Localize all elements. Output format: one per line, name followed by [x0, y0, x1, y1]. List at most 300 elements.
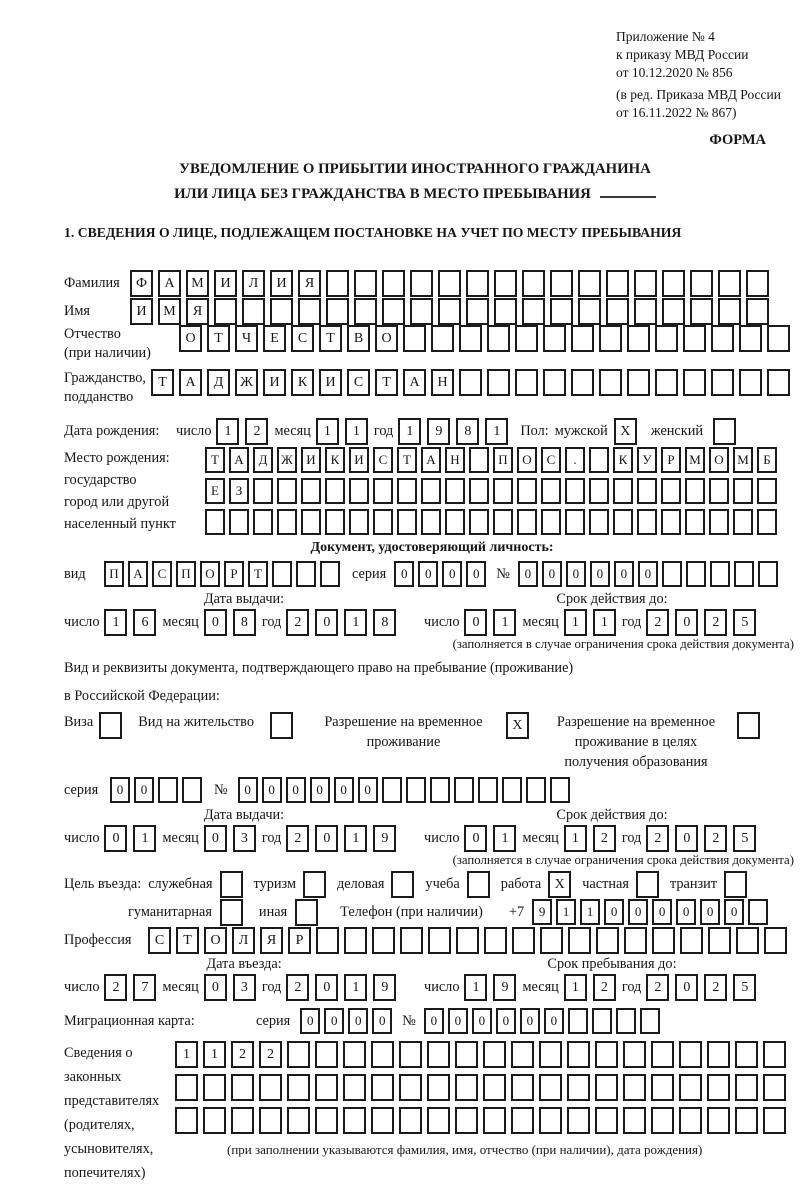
char-cell[interactable]: Я — [186, 298, 209, 325]
char-cell[interactable] — [483, 1074, 506, 1101]
char-cell[interactable]: 1 — [564, 974, 587, 1001]
char-cell[interactable] — [568, 927, 591, 954]
char-cell[interactable] — [748, 899, 768, 925]
char-cell[interactable] — [410, 270, 433, 297]
char-cell[interactable]: Т — [205, 447, 225, 473]
char-cell[interactable] — [733, 478, 753, 504]
char-cell[interactable] — [478, 777, 498, 803]
char-cell[interactable]: 1 — [104, 609, 127, 636]
char-cell[interactable] — [438, 298, 461, 325]
char-cell[interactable] — [686, 561, 706, 587]
char-cell[interactable]: И — [263, 369, 286, 396]
char-cell[interactable] — [373, 509, 393, 535]
char-cell[interactable]: 2 — [593, 974, 616, 1001]
char-cell[interactable]: И — [270, 270, 293, 297]
profession-cells[interactable] — [148, 927, 792, 954]
patronymic-cells[interactable] — [179, 325, 795, 352]
char-cell[interactable]: 0 — [604, 899, 624, 925]
char-cell[interactable] — [469, 509, 489, 535]
char-cell[interactable] — [515, 369, 538, 396]
char-cell[interactable] — [372, 927, 395, 954]
char-cell[interactable] — [428, 927, 451, 954]
char-cell[interactable] — [746, 270, 769, 297]
char-cell[interactable] — [454, 777, 474, 803]
char-cell[interactable]: . — [565, 447, 585, 473]
char-cell[interactable] — [655, 369, 678, 396]
char-cell[interactable] — [683, 325, 706, 352]
char-cell[interactable]: 1 — [316, 418, 339, 445]
char-cell[interactable] — [522, 298, 545, 325]
migration-series-cells[interactable] — [300, 1008, 396, 1034]
char-cell[interactable] — [711, 325, 734, 352]
stay-doc-issue-year-cells[interactable] — [286, 825, 402, 852]
representatives-cells-row2[interactable] — [175, 1074, 791, 1101]
migration-number-cells[interactable] — [424, 1008, 664, 1034]
char-cell[interactable] — [494, 298, 517, 325]
char-cell[interactable]: Е — [205, 478, 225, 504]
char-cell[interactable] — [763, 1074, 786, 1101]
char-cell[interactable]: 0 — [315, 609, 338, 636]
char-cell[interactable] — [214, 298, 237, 325]
char-cell[interactable]: Т — [375, 369, 398, 396]
char-cell[interactable] — [651, 1107, 674, 1134]
char-cell[interactable]: М — [158, 298, 181, 325]
char-cell[interactable]: 1 — [344, 609, 367, 636]
purpose-official-checkbox[interactable] — [220, 871, 243, 898]
char-cell[interactable] — [679, 1041, 702, 1068]
char-cell[interactable] — [515, 325, 538, 352]
char-cell[interactable] — [231, 1074, 254, 1101]
char-cell[interactable] — [736, 927, 759, 954]
purpose-private-checkbox[interactable] — [636, 871, 659, 898]
purpose-transit-checkbox[interactable] — [724, 871, 747, 898]
char-cell[interactable]: 0 — [310, 777, 330, 803]
char-cell[interactable] — [502, 777, 522, 803]
char-cell[interactable] — [710, 561, 730, 587]
entry-year-cells[interactable] — [286, 974, 402, 1001]
char-cell[interactable] — [354, 298, 377, 325]
char-cell[interactable] — [578, 298, 601, 325]
char-cell[interactable]: М — [186, 270, 209, 297]
char-cell[interactable]: 0 — [204, 825, 227, 852]
char-cell[interactable]: 1 — [398, 418, 421, 445]
char-cell[interactable] — [680, 927, 703, 954]
char-cell[interactable] — [522, 270, 545, 297]
char-cell[interactable] — [567, 1041, 590, 1068]
char-cell[interactable] — [550, 270, 573, 297]
char-cell[interactable] — [568, 1008, 588, 1034]
char-cell[interactable] — [326, 270, 349, 297]
char-cell[interactable]: Т — [319, 325, 342, 352]
char-cell[interactable] — [541, 509, 561, 535]
char-cell[interactable]: 0 — [464, 609, 487, 636]
char-cell[interactable] — [382, 777, 402, 803]
char-cell[interactable]: И — [301, 447, 321, 473]
char-cell[interactable] — [354, 270, 377, 297]
entry-month-cells[interactable] — [204, 974, 262, 1001]
char-cell[interactable] — [399, 1041, 422, 1068]
char-cell[interactable] — [634, 298, 657, 325]
char-cell[interactable] — [410, 298, 433, 325]
char-cell[interactable] — [565, 478, 585, 504]
char-cell[interactable]: Д — [207, 369, 230, 396]
stay-doc-valid-day-cells[interactable] — [464, 825, 522, 852]
char-cell[interactable] — [539, 1074, 562, 1101]
char-cell[interactable]: А — [403, 369, 426, 396]
char-cell[interactable] — [679, 1074, 702, 1101]
char-cell[interactable]: 2 — [104, 974, 127, 1001]
char-cell[interactable]: 0 — [424, 1008, 444, 1034]
char-cell[interactable] — [455, 1074, 478, 1101]
char-cell[interactable] — [543, 369, 566, 396]
char-cell[interactable]: 0 — [204, 974, 227, 1001]
char-cell[interactable]: А — [128, 561, 148, 587]
char-cell[interactable] — [277, 509, 297, 535]
char-cell[interactable]: О — [709, 447, 729, 473]
char-cell[interactable] — [517, 509, 537, 535]
char-cell[interactable]: 0 — [676, 899, 696, 925]
char-cell[interactable] — [613, 509, 633, 535]
char-cell[interactable] — [613, 478, 633, 504]
char-cell[interactable] — [301, 478, 321, 504]
char-cell[interactable]: 0 — [394, 561, 414, 587]
char-cell[interactable] — [624, 927, 647, 954]
char-cell[interactable] — [623, 1041, 646, 1068]
char-cell[interactable]: Р — [288, 927, 311, 954]
char-cell[interactable]: А — [158, 270, 181, 297]
char-cell[interactable] — [565, 509, 585, 535]
char-cell[interactable] — [431, 325, 454, 352]
char-cell[interactable] — [272, 561, 292, 587]
char-cell[interactable] — [438, 270, 461, 297]
char-cell[interactable] — [298, 298, 321, 325]
passport-valid-year-cells[interactable] — [646, 609, 762, 636]
char-cell[interactable] — [764, 927, 787, 954]
surname-cells[interactable] — [130, 270, 774, 297]
char-cell[interactable]: 0 — [238, 777, 258, 803]
char-cell[interactable] — [623, 1107, 646, 1134]
passport-issue-month-cells[interactable] — [204, 609, 262, 636]
char-cell[interactable]: 0 — [418, 561, 438, 587]
char-cell[interactable] — [709, 478, 729, 504]
char-cell[interactable] — [679, 1107, 702, 1134]
birth-place-cells-row2[interactable] — [205, 478, 781, 504]
char-cell[interactable] — [767, 369, 790, 396]
char-cell[interactable]: 2 — [231, 1041, 254, 1068]
char-cell[interactable]: 2 — [646, 974, 669, 1001]
char-cell[interactable] — [427, 1041, 450, 1068]
char-cell[interactable] — [427, 1107, 450, 1134]
char-cell[interactable] — [382, 298, 405, 325]
char-cell[interactable] — [589, 509, 609, 535]
char-cell[interactable]: 0 — [614, 561, 634, 587]
char-cell[interactable] — [757, 478, 777, 504]
char-cell[interactable]: 0 — [348, 1008, 368, 1034]
char-cell[interactable]: 0 — [448, 1008, 468, 1034]
char-cell[interactable]: 0 — [675, 609, 698, 636]
char-cell[interactable]: П — [493, 447, 513, 473]
char-cell[interactable]: 2 — [245, 418, 268, 445]
birth-year-cells[interactable] — [398, 418, 514, 445]
char-cell[interactable]: 0 — [590, 561, 610, 587]
char-cell[interactable] — [469, 447, 489, 473]
char-cell[interactable]: С — [148, 927, 171, 954]
char-cell[interactable] — [589, 447, 609, 473]
char-cell[interactable]: А — [179, 369, 202, 396]
char-cell[interactable] — [637, 478, 657, 504]
char-cell[interactable]: 0 — [675, 974, 698, 1001]
purpose-business-checkbox[interactable] — [391, 871, 414, 898]
char-cell[interactable]: Н — [445, 447, 465, 473]
char-cell[interactable] — [683, 369, 706, 396]
char-cell[interactable] — [757, 509, 777, 535]
char-cell[interactable] — [459, 369, 482, 396]
char-cell[interactable]: З — [229, 478, 249, 504]
char-cell[interactable] — [270, 298, 293, 325]
char-cell[interactable] — [567, 1107, 590, 1134]
char-cell[interactable] — [445, 478, 465, 504]
char-cell[interactable]: 0 — [262, 777, 282, 803]
stay-doc-number-cells[interactable] — [238, 777, 574, 803]
char-cell[interactable]: 8 — [456, 418, 479, 445]
char-cell[interactable] — [287, 1107, 310, 1134]
char-cell[interactable] — [735, 1107, 758, 1134]
char-cell[interactable] — [616, 1008, 636, 1034]
char-cell[interactable] — [455, 1041, 478, 1068]
char-cell[interactable] — [733, 509, 753, 535]
char-cell[interactable]: Н — [431, 369, 454, 396]
char-cell[interactable]: 1 — [344, 974, 367, 1001]
char-cell[interactable]: 3 — [233, 825, 256, 852]
char-cell[interactable]: Р — [661, 447, 681, 473]
char-cell[interactable] — [599, 369, 622, 396]
char-cell[interactable] — [397, 478, 417, 504]
char-cell[interactable]: 5 — [733, 609, 756, 636]
char-cell[interactable]: 9 — [373, 974, 396, 1001]
char-cell[interactable] — [316, 927, 339, 954]
birth-day-cells[interactable] — [216, 418, 274, 445]
char-cell[interactable]: 8 — [233, 609, 256, 636]
char-cell[interactable] — [707, 1107, 730, 1134]
char-cell[interactable] — [445, 509, 465, 535]
char-cell[interactable] — [662, 561, 682, 587]
char-cell[interactable] — [767, 325, 790, 352]
char-cell[interactable]: 0 — [520, 1008, 540, 1034]
char-cell[interactable] — [606, 270, 629, 297]
char-cell[interactable] — [484, 927, 507, 954]
char-cell[interactable]: 0 — [300, 1008, 320, 1034]
char-cell[interactable]: 1 — [203, 1041, 226, 1068]
char-cell[interactable] — [397, 509, 417, 535]
char-cell[interactable] — [231, 1107, 254, 1134]
char-cell[interactable] — [589, 478, 609, 504]
char-cell[interactable] — [455, 1107, 478, 1134]
purpose-humanitarian-checkbox[interactable] — [220, 899, 243, 926]
char-cell[interactable] — [592, 1008, 612, 1034]
char-cell[interactable] — [651, 1074, 674, 1101]
char-cell[interactable] — [203, 1107, 226, 1134]
char-cell[interactable] — [685, 478, 705, 504]
char-cell[interactable]: 2 — [593, 825, 616, 852]
char-cell[interactable] — [763, 1041, 786, 1068]
passport-issue-day-cells[interactable] — [104, 609, 162, 636]
stay-doc-issue-month-cells[interactable] — [204, 825, 262, 852]
char-cell[interactable]: У — [637, 447, 657, 473]
char-cell[interactable]: 1 — [564, 825, 587, 852]
char-cell[interactable]: 0 — [358, 777, 378, 803]
char-cell[interactable] — [599, 325, 622, 352]
purpose-tourism-checkbox[interactable] — [303, 871, 326, 898]
char-cell[interactable] — [349, 478, 369, 504]
char-cell[interactable] — [707, 1074, 730, 1101]
char-cell[interactable]: С — [541, 447, 561, 473]
char-cell[interactable] — [403, 325, 426, 352]
doc-number-cells[interactable] — [518, 561, 782, 587]
given-name-cells[interactable] — [130, 298, 774, 325]
char-cell[interactable]: Т — [151, 369, 174, 396]
char-cell[interactable] — [637, 509, 657, 535]
char-cell[interactable] — [661, 509, 681, 535]
representatives-cells-row1[interactable] — [175, 1041, 791, 1068]
char-cell[interactable]: Т — [176, 927, 199, 954]
char-cell[interactable] — [301, 509, 321, 535]
char-cell[interactable]: 0 — [652, 899, 672, 925]
char-cell[interactable]: Р — [224, 561, 244, 587]
sex-female-checkbox[interactable] — [713, 418, 736, 445]
char-cell[interactable] — [571, 369, 594, 396]
char-cell[interactable]: 0 — [472, 1008, 492, 1034]
char-cell[interactable]: 0 — [134, 777, 154, 803]
char-cell[interactable]: 0 — [442, 561, 462, 587]
char-cell[interactable] — [259, 1074, 282, 1101]
phone-cells[interactable] — [532, 899, 772, 925]
char-cell[interactable] — [571, 325, 594, 352]
char-cell[interactable]: М — [733, 447, 753, 473]
char-cell[interactable]: 0 — [315, 974, 338, 1001]
char-cell[interactable]: Ч — [235, 325, 258, 352]
char-cell[interactable] — [718, 298, 741, 325]
char-cell[interactable]: С — [291, 325, 314, 352]
purpose-other-checkbox[interactable] — [295, 899, 318, 926]
char-cell[interactable]: 1 — [133, 825, 156, 852]
char-cell[interactable] — [627, 325, 650, 352]
char-cell[interactable] — [690, 270, 713, 297]
char-cell[interactable] — [512, 927, 535, 954]
char-cell[interactable] — [205, 509, 225, 535]
char-cell[interactable] — [511, 1107, 534, 1134]
char-cell[interactable]: 0 — [542, 561, 562, 587]
char-cell[interactable]: 1 — [175, 1041, 198, 1068]
char-cell[interactable] — [578, 270, 601, 297]
char-cell[interactable] — [595, 1074, 618, 1101]
char-cell[interactable]: 1 — [493, 825, 516, 852]
citizenship-cells[interactable] — [151, 369, 795, 396]
char-cell[interactable]: Л — [242, 270, 265, 297]
char-cell[interactable] — [539, 1107, 562, 1134]
char-cell[interactable] — [543, 325, 566, 352]
char-cell[interactable]: С — [347, 369, 370, 396]
char-cell[interactable]: 1 — [593, 609, 616, 636]
char-cell[interactable]: 0 — [544, 1008, 564, 1034]
char-cell[interactable]: О — [517, 447, 537, 473]
char-cell[interactable]: 0 — [372, 1008, 392, 1034]
char-cell[interactable]: 9 — [532, 899, 552, 925]
char-cell[interactable] — [466, 298, 489, 325]
char-cell[interactable]: 9 — [493, 974, 516, 1001]
char-cell[interactable]: Т — [207, 325, 230, 352]
char-cell[interactable]: 2 — [646, 609, 669, 636]
char-cell[interactable]: И — [349, 447, 369, 473]
char-cell[interactable]: П — [104, 561, 124, 587]
stay-day-cells[interactable] — [464, 974, 522, 1001]
char-cell[interactable]: 2 — [646, 825, 669, 852]
char-cell[interactable] — [203, 1074, 226, 1101]
char-cell[interactable] — [758, 561, 778, 587]
char-cell[interactable] — [483, 1107, 506, 1134]
char-cell[interactable]: А — [229, 447, 249, 473]
char-cell[interactable] — [325, 478, 345, 504]
char-cell[interactable] — [325, 509, 345, 535]
char-cell[interactable] — [651, 1041, 674, 1068]
char-cell[interactable] — [606, 298, 629, 325]
char-cell[interactable] — [662, 298, 685, 325]
char-cell[interactable] — [690, 298, 713, 325]
char-cell[interactable] — [746, 298, 769, 325]
char-cell[interactable]: 6 — [133, 609, 156, 636]
char-cell[interactable]: 2 — [286, 825, 309, 852]
passport-valid-day-cells[interactable] — [464, 609, 522, 636]
char-cell[interactable]: 0 — [466, 561, 486, 587]
char-cell[interactable]: И — [130, 298, 153, 325]
birth-place-cells-row3[interactable] — [205, 509, 781, 535]
char-cell[interactable]: 8 — [373, 609, 396, 636]
char-cell[interactable] — [623, 1074, 646, 1101]
char-cell[interactable] — [421, 478, 441, 504]
char-cell[interactable]: 2 — [286, 974, 309, 1001]
char-cell[interactable]: 1 — [485, 418, 508, 445]
char-cell[interactable]: С — [152, 561, 172, 587]
stay-doc-valid-year-cells[interactable] — [646, 825, 762, 852]
char-cell[interactable] — [158, 777, 178, 803]
char-cell[interactable] — [517, 478, 537, 504]
char-cell[interactable]: 0 — [324, 1008, 344, 1034]
char-cell[interactable] — [466, 270, 489, 297]
char-cell[interactable]: Ж — [235, 369, 258, 396]
char-cell[interactable] — [229, 509, 249, 535]
doc-kind-cells[interactable] — [104, 561, 344, 587]
char-cell[interactable] — [175, 1074, 198, 1101]
char-cell[interactable]: 0 — [315, 825, 338, 852]
char-cell[interactable] — [253, 478, 273, 504]
char-cell[interactable] — [735, 1041, 758, 1068]
char-cell[interactable]: 3 — [233, 974, 256, 1001]
char-cell[interactable]: 7 — [133, 974, 156, 1001]
char-cell[interactable]: Ж — [277, 447, 297, 473]
char-cell[interactable] — [343, 1041, 366, 1068]
char-cell[interactable] — [662, 270, 685, 297]
char-cell[interactable] — [640, 1008, 660, 1034]
char-cell[interactable]: 1 — [493, 609, 516, 636]
char-cell[interactable] — [567, 1074, 590, 1101]
char-cell[interactable] — [596, 927, 619, 954]
char-cell[interactable] — [421, 509, 441, 535]
char-cell[interactable] — [483, 1041, 506, 1068]
temp-residence-education-checkbox[interactable] — [737, 712, 760, 739]
char-cell[interactable] — [373, 478, 393, 504]
char-cell[interactable] — [382, 270, 405, 297]
char-cell[interactable] — [661, 478, 681, 504]
char-cell[interactable]: 0 — [286, 777, 306, 803]
